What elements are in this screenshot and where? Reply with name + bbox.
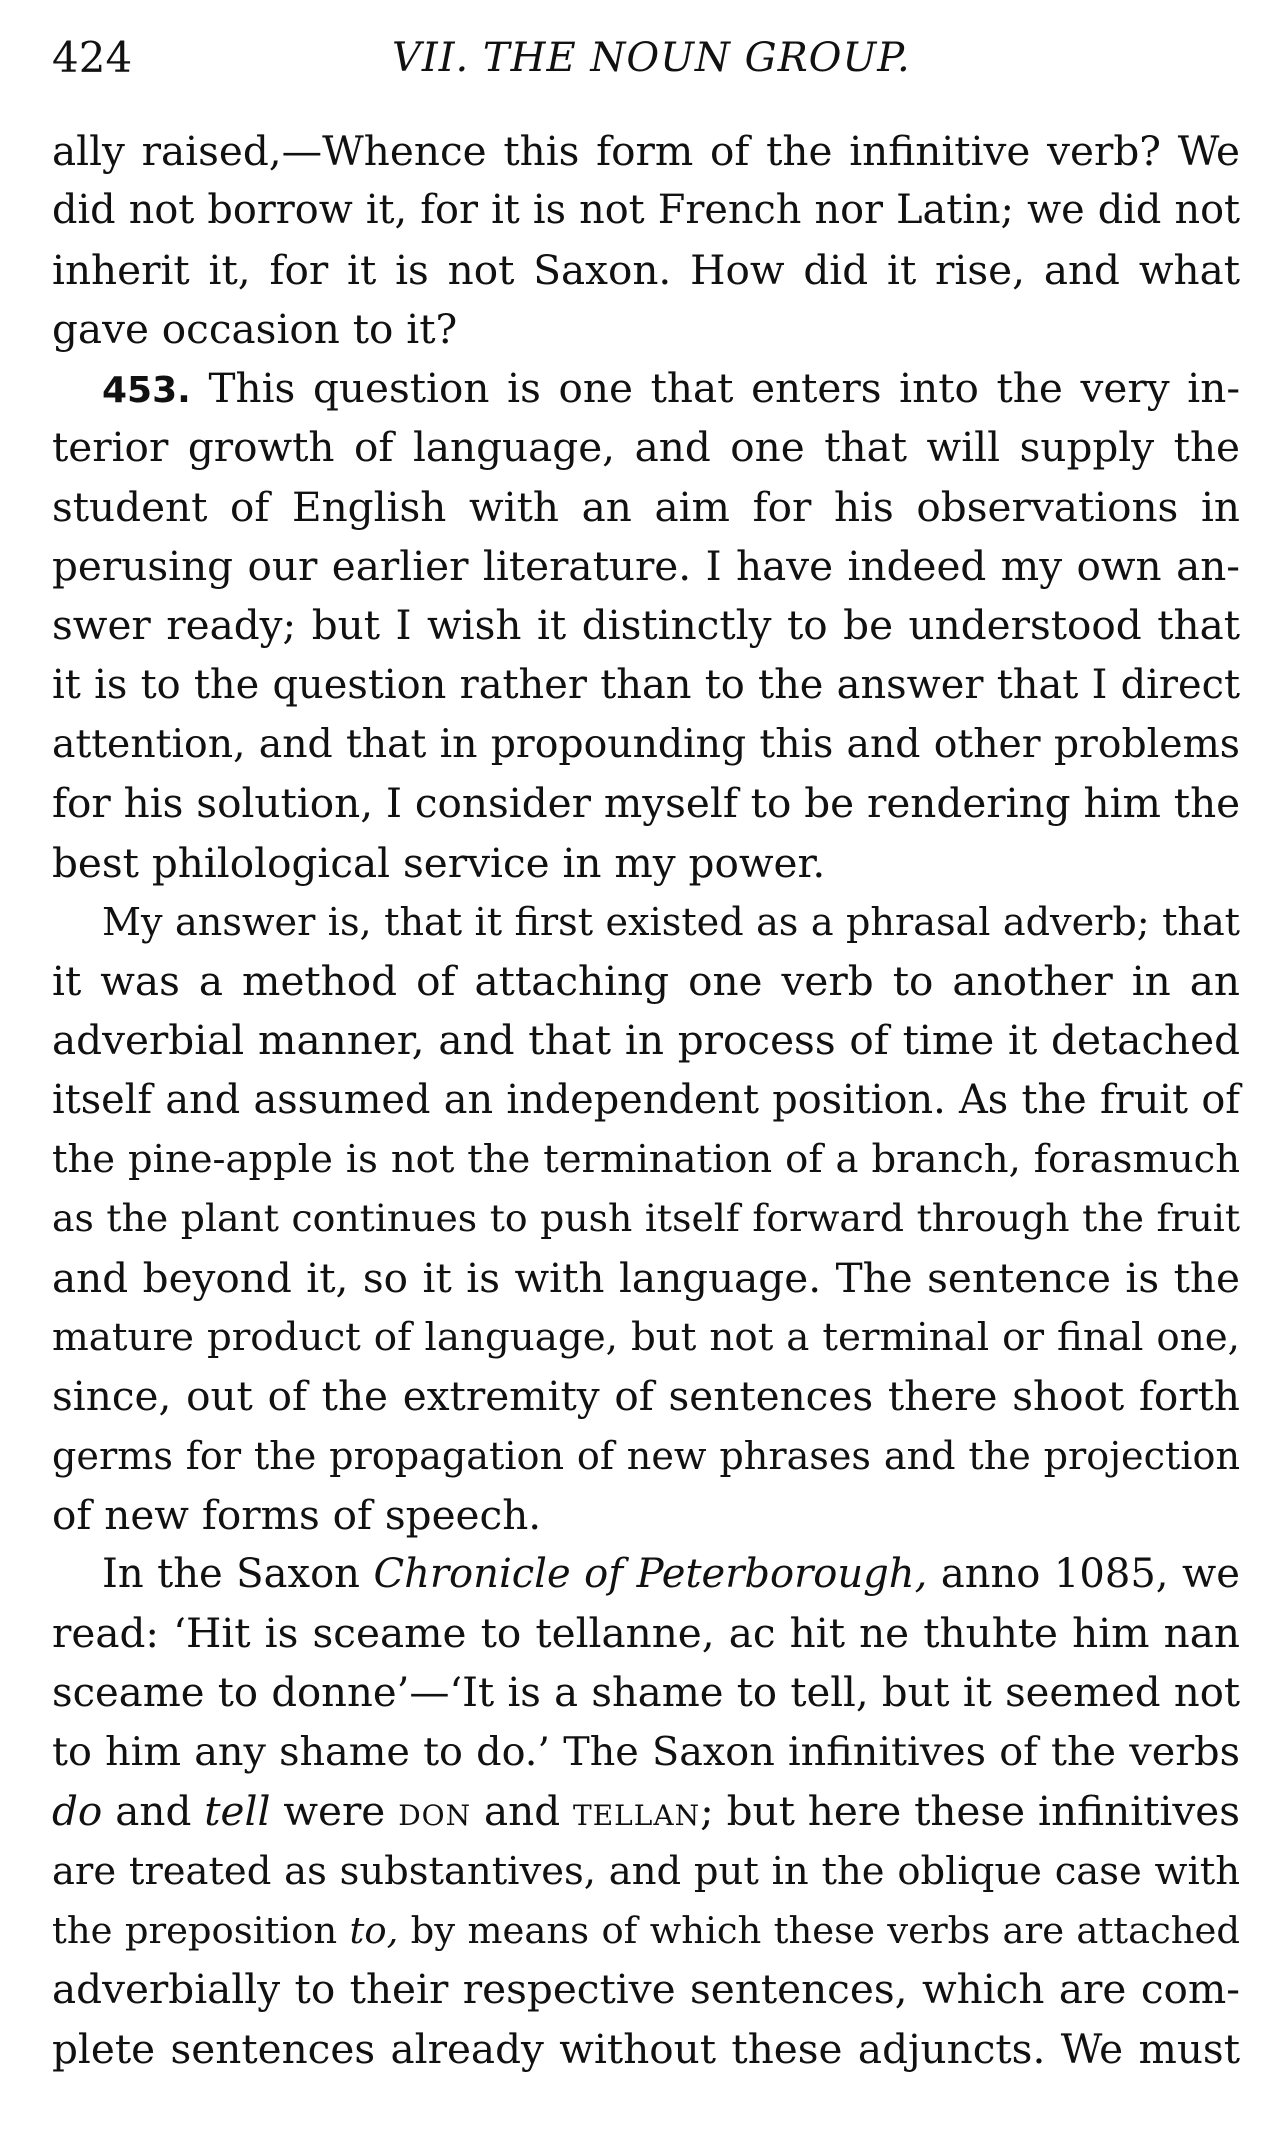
text-line: terior growth of language, and one that will supply the bbox=[52, 423, 1240, 472]
italic-word: to, bbox=[349, 1908, 399, 1952]
text-line bbox=[52, 1901, 1240, 1960]
body-text bbox=[52, 122, 1240, 2079]
text-line: since, out of the extremity of sentences there shoot forth bbox=[52, 1372, 1240, 1421]
text-run: ; but here these infinitives bbox=[700, 1787, 1240, 1836]
text-line bbox=[52, 359, 1240, 418]
text-run: and bbox=[471, 1787, 574, 1836]
text-run: This question is one that enters into the very in- bbox=[208, 364, 1241, 413]
text-run: the preposition bbox=[52, 1908, 350, 1952]
text-line: My answer is, that it first existed as a phrasal adverb; that bbox=[102, 899, 1240, 944]
italic-word: do bbox=[52, 1787, 103, 1836]
text-line bbox=[52, 1782, 1240, 1841]
text-line: for his solution, I consider myself to be rendering him the bbox=[52, 779, 1241, 828]
text-line: student of English with an aim for his observations in bbox=[52, 482, 1240, 531]
text-line: swer ready; but I wish it distinctly to be understood that bbox=[52, 601, 1240, 650]
paragraph-answer bbox=[52, 893, 1240, 1545]
chapter-title: VII. THE NOUN GROUP. bbox=[392, 35, 911, 81]
text-line: the pine-apple is not the termination of a branch, forasmuch bbox=[52, 1137, 1240, 1183]
text-line: are treated as substantives, and put in the oblique case with bbox=[52, 1848, 1240, 1894]
text-line: gave occasion to it? bbox=[52, 304, 458, 353]
text-line: germs for the propagation of new phrases and the projection bbox=[52, 1433, 1240, 1478]
small-caps-word: tellan bbox=[573, 1787, 701, 1836]
text-run: In the Saxon bbox=[102, 1551, 374, 1598]
text-line: best philological service in my power. bbox=[52, 838, 826, 887]
text-run: anno 1085, we bbox=[927, 1551, 1241, 1598]
text-line: as the plant continues to push itself forward through the fruit bbox=[52, 1196, 1240, 1241]
text-line: it is to the question rather than to the answer that I direct bbox=[52, 661, 1240, 708]
text-line: and beyond it, so it is with language. The sentence is the bbox=[52, 1253, 1240, 1302]
work-title: Chronicle of Peterborough, bbox=[373, 1551, 928, 1598]
text-line: of new forms of speech. bbox=[52, 1490, 542, 1539]
text-line: it was a method of attaching one verb to another in an bbox=[52, 957, 1240, 1006]
page-number: 424 bbox=[52, 33, 133, 82]
text-run: and bbox=[102, 1787, 205, 1836]
paragraph-1 bbox=[52, 122, 1240, 359]
running-head bbox=[52, 28, 1262, 88]
small-caps-word: don bbox=[398, 1787, 472, 1836]
text-line: itself and assumed an independent position. As the fruit of bbox=[52, 1076, 1240, 1123]
italic-word: tell bbox=[204, 1787, 271, 1836]
text-line: adverbial manner, and that in process of time it detached bbox=[52, 1016, 1240, 1065]
text-line: to him any shame to do.’ The Saxon infinitives of the verbs bbox=[52, 1729, 1240, 1776]
text-line: attention, and that in propounding this and other problems bbox=[52, 720, 1240, 767]
text-line: plete sentences already without these adjuncts. We must bbox=[52, 2024, 1240, 2073]
text-line: perusing our earlier literature. I have indeed my own an- bbox=[52, 542, 1240, 591]
text-line: inherit it, for it is not Saxon. How did it rise, and what bbox=[52, 245, 1240, 294]
section-number: 453. bbox=[102, 370, 191, 412]
text-line: mature product of language, but not a terminal or final one, bbox=[52, 1314, 1240, 1360]
text-run: by means of which these verbs are attached bbox=[398, 1908, 1240, 1952]
paragraph-saxon-chronicle bbox=[52, 1545, 1240, 2079]
text-line: ally raised,—Whence this form of the infinitive verb? We bbox=[52, 127, 1240, 175]
text-line bbox=[52, 1545, 1240, 1604]
text-run: were bbox=[270, 1787, 399, 1836]
text-line: sceame to donne’—‘It is a shame to tell, but it seemed not bbox=[52, 1669, 1240, 1716]
paragraph-453 bbox=[52, 359, 1240, 893]
text-line: read: ‘Hit is sceame to tellanne, ac hit ne thuhte him nan bbox=[52, 1609, 1240, 1658]
text-line: adverbially to their respective sentences, which are com- bbox=[52, 1965, 1240, 2014]
text-line: did not borrow it, for it is not French nor Latin; we did not bbox=[52, 187, 1240, 234]
